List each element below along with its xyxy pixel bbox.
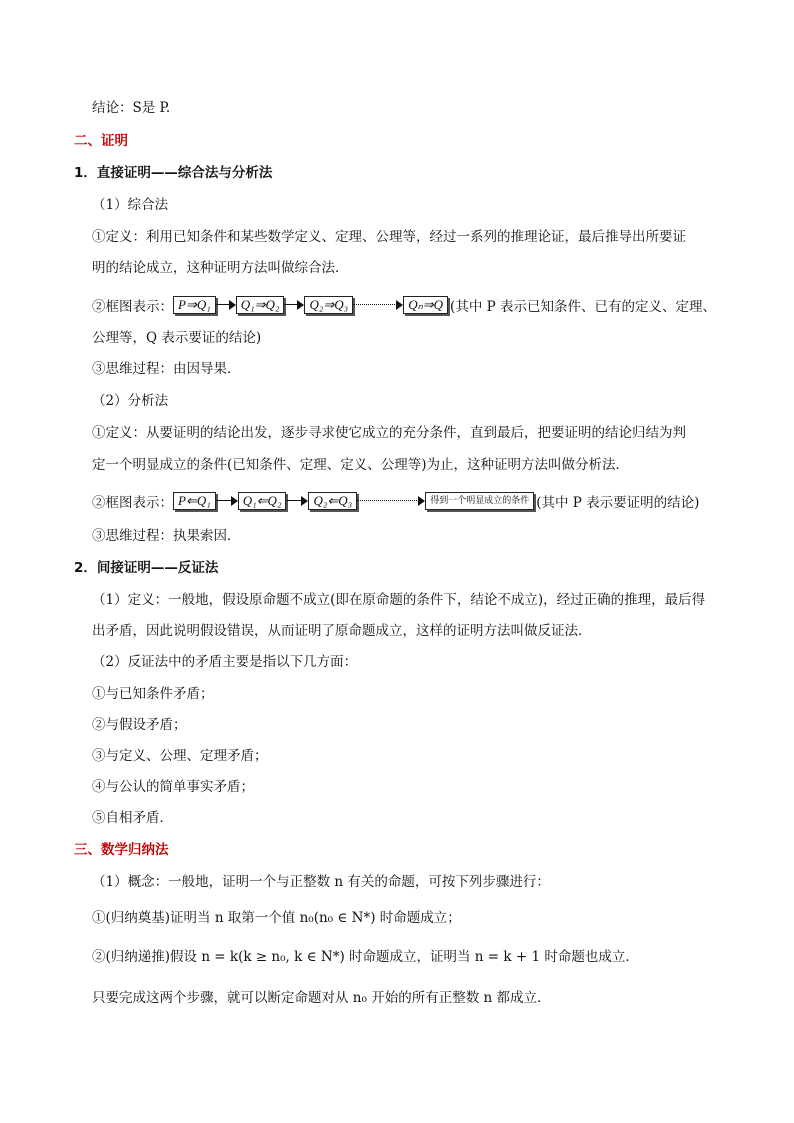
synthesis-flowchart xyxy=(92,293,716,317)
contradiction-item: ⑤自相矛盾． xyxy=(92,810,173,826)
right-arrow-icon xyxy=(216,297,236,313)
flow-box: 得到一个明显成立的条件 xyxy=(425,492,534,510)
contradiction-item: ①与已知条件矛盾； xyxy=(92,686,214,702)
flow-box: P⇐Q₁ xyxy=(173,492,216,510)
contradiction-item: ④与公认的简单事实矛盾； xyxy=(92,779,254,795)
flow-box: Q₁⇐Q₂ xyxy=(238,492,287,510)
analysis-definition-line1: ①定义：从要证明的结论出发，逐步寻求使它成立的充分条件，直到最后，把要证明的结论归结为判 xyxy=(92,425,686,441)
flow-box: Qₙ⇒Q xyxy=(403,296,448,314)
subheading-indirect-proof: 2．间接证明——反证法 xyxy=(74,560,219,576)
contradiction-definition-line2: 出矛盾，因此说明假设错误，从而证明了原命题成立，这样的证明方法叫做反证法． xyxy=(92,623,592,639)
right-arrow-icon xyxy=(216,493,238,509)
right-arrow-icon xyxy=(286,493,308,509)
flow-box: Q₂⇒Q₃ xyxy=(304,296,353,314)
synthesis-chart-label: ②框图表示： xyxy=(92,299,173,315)
analysis-chart-label: ②框图表示： xyxy=(92,495,173,511)
section-heading-induction: 三、数学归纳法 xyxy=(74,842,169,858)
analysis-chart-note: (其中 P 表示要证明的结论) xyxy=(536,495,700,511)
analysis-thinking: ③思维过程：执果索因． xyxy=(92,528,241,544)
synthesis-chart-note-line2: 公理等，Q 表示要证的结论) xyxy=(92,330,262,346)
synthesis-thinking: ③思维过程：由因导果． xyxy=(92,361,241,377)
flow-box: P⇒Q₁ xyxy=(173,296,216,314)
contradiction-item: ③与定义、公理、定理矛盾； xyxy=(92,748,268,764)
contradiction-item: ②与假设矛盾； xyxy=(92,717,187,733)
flow-box: Q₁⇒Q₂ xyxy=(236,296,285,314)
subheading-direct-proof: 1．直接证明——综合法与分析法 xyxy=(74,165,273,181)
synthesis-heading: （1）综合法 xyxy=(92,197,169,213)
induction-step1: ①(归纳奠基)证明当 n 取第一个值 n₀(n₀ ∈ N*) 时命题成立； xyxy=(92,910,461,926)
analysis-definition-line2: 定一个明显成立的条件(已知条件、定理、定义、公理等)为止，这种证明方法叫做分析法． xyxy=(92,457,630,473)
analysis-heading: （2）分析法 xyxy=(92,393,169,409)
dotted-arrow-icon xyxy=(357,493,425,509)
induction-step2: ②(归纳递推)假设 n = k(k ≥ n₀, k ∈ N*) 时命题成立，证明当 n = k + 1 时命题也成立． xyxy=(92,949,639,965)
dotted-arrow-icon xyxy=(353,297,403,313)
synthesis-definition-line1: ①定义：利用已知条件和某些数学定义、定理、公理等，经过一系列的推理论证，最后推导出所要证 xyxy=(92,229,686,245)
right-arrow-icon xyxy=(284,297,304,313)
section-heading-proof: 二、证明 xyxy=(74,133,128,149)
analysis-flowchart xyxy=(92,489,699,513)
synthesis-definition-line2: 明的结论成立，这种证明方法叫做综合法． xyxy=(92,260,349,276)
induction-conclusion: 只要完成这两个步骤，就可以断定命题对从 n₀ 开始的所有正整数 n 都成立． xyxy=(92,990,551,1006)
conclusion-line: 结论：S是 P. xyxy=(92,100,171,116)
flow-box: Q₂⇐Q₃ xyxy=(308,492,357,510)
induction-concept: （1）概念：一般地，证明一个与正整数 n 有关的命题，可按下列步骤进行： xyxy=(92,874,550,890)
contradiction-types-heading: （2）反证法中的矛盾主要是指以下几方面： xyxy=(92,654,358,670)
synthesis-chart-note: (其中 P 表示已知条件、已有的定义、定理、 xyxy=(450,299,716,315)
contradiction-definition-line1: （1）定义：一般地，假设原命题不成立(即在原命题的条件下，结论不成立)，经过正确的推理，最后得 xyxy=(92,592,706,608)
